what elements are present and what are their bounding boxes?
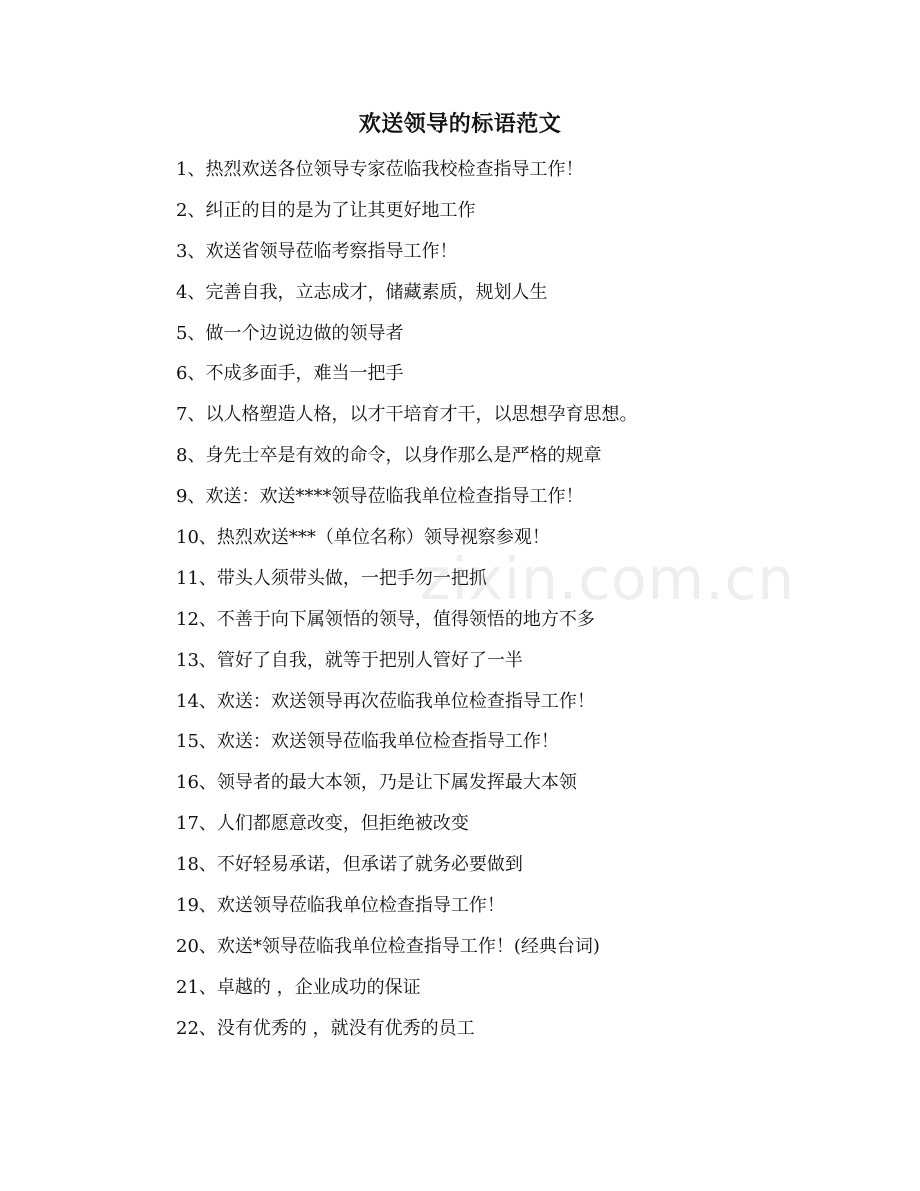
document-title: 欢送领导的标语范文 bbox=[358, 111, 562, 137]
list-item: 18、不好轻易承诺，但承诺了就务必要做到 bbox=[176, 854, 523, 876]
watermark: zixin.com.cn bbox=[420, 545, 796, 613]
list-item: 20、欢送*领导莅临我单位检查指导工作！(经典台词) bbox=[176, 935, 600, 957]
list-item: 4、完善自我，立志成才，储藏素质，规划人生 bbox=[176, 281, 548, 303]
list-item: 11、带头人须带头做，一把手勿一把抓 bbox=[176, 567, 487, 589]
list-item: 1、热烈欢送各位领导专家莅临我校检查指导工作！ bbox=[176, 159, 584, 180]
list-item: 5、做一个边说边做的领导者 bbox=[176, 322, 404, 344]
slogan-list bbox=[176, 155, 637, 1055]
list-item: 14、欢送：欢送领导再次莅临我单位检查指导工作！ bbox=[176, 690, 595, 712]
list-item: 19、欢送领导莅临我单位检查指导工作！ bbox=[176, 895, 505, 917]
list-item: 6、不成多面手，难当一把手 bbox=[176, 363, 404, 385]
list-item: 13、管好了自我，就等于把别人管好了一半 bbox=[176, 649, 523, 671]
list-item: 9、欢送：欢送****领导莅临我单位检查指导工作！ bbox=[176, 486, 584, 508]
list-item: 12、不善于向下属领悟的领导，值得领悟的地方不多 bbox=[176, 608, 595, 630]
list-item: 8、身先士卒是有效的命令，以身作那么是严格的规章 bbox=[176, 445, 602, 467]
list-item: 2、纠正的目的是为了让其更好地工作 bbox=[176, 199, 476, 221]
list-item: 15、欢送：欢送领导莅临我单位检查指导工作！ bbox=[176, 731, 559, 753]
list-item: 10、热烈欢送***（单位名称）领导视察参观！ bbox=[176, 527, 550, 549]
list-item: 3、欢送省领导莅临考察指导工作！ bbox=[176, 240, 458, 262]
list-item: 7、以人格塑造人格，以才干培育才干，以思想孕育思想。 bbox=[176, 404, 638, 426]
list-item: 16、领导者的最大本领，乃是让下属发挥最大本领 bbox=[176, 772, 577, 794]
list-item: 17、人们都愿意改变，但拒绝被改变 bbox=[176, 813, 469, 835]
list-item: 22、没有优秀的 ，就没有优秀的员工 bbox=[176, 1017, 475, 1039]
list-item: 21、卓越的 ，企业成功的保证 bbox=[176, 976, 421, 998]
